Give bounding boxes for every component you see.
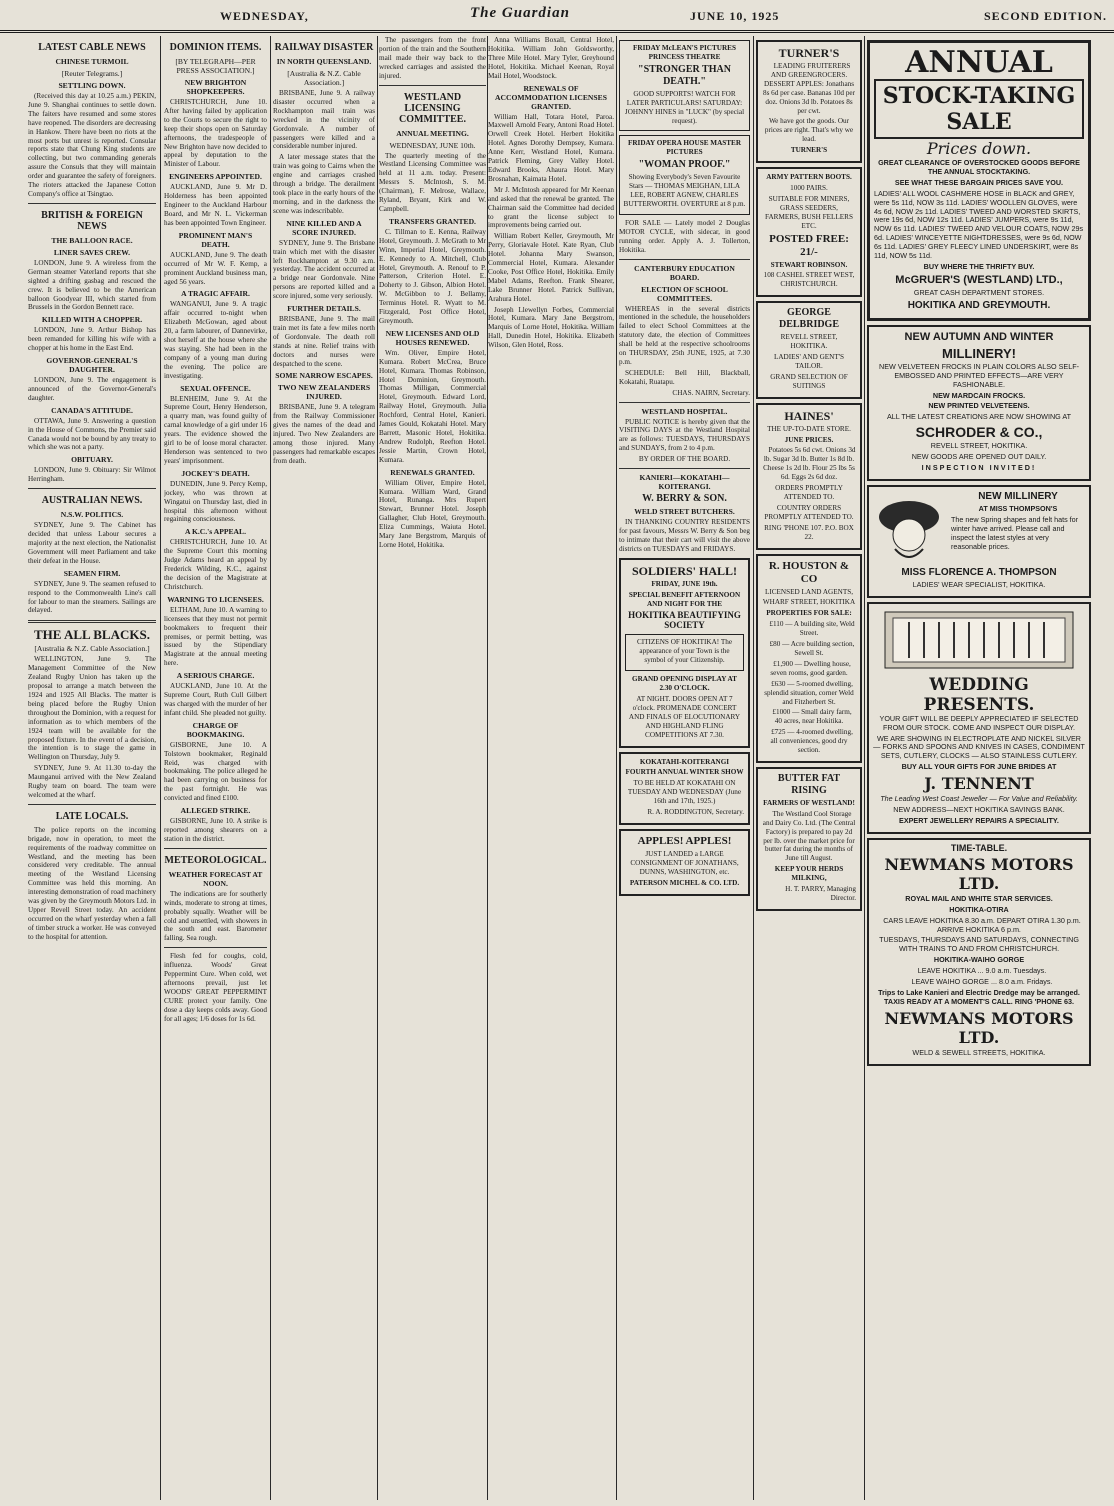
- article-text: Wm. Oliver, Empire Hotel, Kumara. Robert McCrea, Bruce Hotel, Kumara. Thomas Robinson, Hotel Dominion, Greymouth. Thomas Milligan, Commercial Hotel, Greymouth. Edward Lord, Railway Hotel, Greymouth. Julia Rochford, Central Hotel, Kanieri. James Gould, Kokatahi Hotel. Mary Barrett, Masonic Hotel, Hokitika. Andrew Rudolph, Reefton Hotel. Jessie Martin, Crown Hotel, Kumara.: [379, 348, 486, 464]
- heading-meteorological: METEOROLOGICAL.: [164, 854, 267, 866]
- credit: [BY TELEGRAPH—PER PRESS ASSOCIATION.]: [175, 57, 256, 75]
- ad-heading: GEORGE DELBRIDGE: [778, 307, 839, 331]
- subheading: RENEWALS GRANTED.: [390, 467, 475, 477]
- ad-text: CITIZENS OF HOKITIKA! The appearance of your Town is the symbol of your Citizenship.: [636, 638, 733, 665]
- article-text: The police reports on the incoming brigade, now in operation, to meet the requirements of the roadway committee on Westland, and the meeting has been considered very creditable. The annual meeting of the Westland Licensing Committee was held this morning. An interesting demonstration of road machinery was given by the Greymouth Motors Ltd. in Upper Revell Street today. An accident occurred on the wharf yesterday when a fall of timber struck a worker. He was conveyed to the hospital for attention.: [28, 825, 156, 941]
- ad-heading: KOKATAHI-KOITERANGI: [639, 757, 730, 766]
- article-text: AUCKLAND, June 9. Mr D. Holderness has been appointed Engineer to the Auckland Harbour Board, and Mr N. L. Vickerman has been appointed Town Engineer.: [164, 183, 267, 227]
- subheading: NEW LICENSES AND OLD HOUSES RENEWED.: [385, 328, 480, 347]
- ad-address: 108 CASHEL STREET WEST, CHRISTCHURCH.: [763, 271, 855, 289]
- ad-price: POSTED FREE: 21/-: [769, 232, 849, 258]
- header-edition: SECOND EDITION.: [984, 9, 1108, 23]
- subheading: LINER SAVES CREW.: [53, 247, 131, 257]
- subheading: WEATHER FORECAST AT NOON.: [168, 869, 263, 888]
- ad-heading: AT MISS THOMPSON'S: [978, 503, 1058, 513]
- ad-text: PROPERTIES FOR SALE:: [766, 609, 852, 618]
- subheading: JOCKEY'S DEATH.: [181, 468, 250, 478]
- subheading: TRANSFERS GRANTED.: [389, 216, 476, 226]
- subheading: CHARGE OF BOOKMAKING.: [186, 720, 245, 739]
- article-text: SYDNEY, June 9. The Cabinet has decided that unless Labour secures a majority at the next election, the Nationalist Government will meet Parliament and take their defeat in the House.: [28, 521, 156, 565]
- ad-text: GREAT CASH DEPARTMENT STORES.: [913, 287, 1045, 297]
- ad-address: WELD & SEWELL STREETS, HOKITIKA.: [912, 1047, 1046, 1057]
- ad-company: STEWART ROBINSON.: [770, 260, 848, 269]
- ad-price-list: Potatoes 5s 6d cwt. Onions 3d lb. Sugar 3d lb. Butter 1s 8d lb. Cheese 1s 2d lb. Flour 25 lbs 5s 6d. Eggs 2s 6d doz.: [763, 446, 856, 482]
- ad-wedding-presents: [867, 602, 1091, 834]
- ad-text: We have got the goods. Our prices are right. That's why we lead.: [764, 117, 854, 144]
- subheading: ENGINEERS APPOINTED.: [169, 172, 262, 182]
- subheading: SETTLING DOWN.: [58, 81, 126, 90]
- column-licensing: [379, 36, 486, 1500]
- ad-route: HOKITIKA-OTIRA: [949, 904, 1009, 914]
- ad-text: ORDERS PROMPTLY ATTENDED TO.: [775, 484, 843, 501]
- ad-text: JUST LANDED a LARGE CONSIGNMENT OF JONATHANS, DUNNS, WASHINGTON, etc.: [630, 849, 739, 876]
- lady-hat-illustration: [873, 493, 945, 565]
- ad-text: IN THANKING COUNTRY RESIDENTS for past favours, Messrs W. Berry & Son beg to intimate that their cart will visit the above districts on TUESDAYS and FRIDAYS.: [619, 518, 750, 553]
- article-text: (Received this day at 10.25 a.m.) PEKIN, June 9. Shanghai continues to settle down. The faiters have resumed and some stores have reopened. The disorders are decreasing in Hankow. There have been no riots at the most ports but unrest is reported. Consular reports state that Chung King students are collecting, but two commanding generals assure the Consuls that they will maintain order and guarantee the safety of foreigners. The rioters attacked the Japanese Cotton Company's office at Tsingtao.: [28, 92, 156, 198]
- ad-text: LICENSED LAND AGENTS,: [764, 587, 854, 596]
- ad-address: WHARF STREET, HOKITIKA: [762, 598, 856, 607]
- ad-text: Trips to Lake Kanieri and Electric Dredge may be arranged. TAXIS READY AT A MOMENT'S CALL. RING 'PHONE 63.: [878, 987, 1080, 1006]
- ad-text: SUITABLE FOR MINERS, GRASS SEEDERS, FARMERS, BUSH FELLERS ETC.: [765, 194, 853, 230]
- ad-soldiers-hall: [619, 558, 750, 748]
- ad-text: GRAND SELECTION OF SUITINGS: [770, 372, 848, 390]
- ad-title: KANIERI—KOKATAHI—KOITERANGI.: [639, 473, 730, 492]
- ad-heading: ARMY PATTERN BOOTS.: [766, 173, 852, 182]
- ad-heading: STOCK-TAKING SALE: [874, 79, 1084, 139]
- column-railway-disaster: [273, 36, 375, 1500]
- ad-text: COUNTRY ORDERS PROMPTLY ATTENDED TO.: [764, 503, 854, 521]
- ad-stocktaking-sale: [867, 40, 1091, 321]
- subheading: OBITUARY.: [71, 455, 113, 465]
- subheading: N.S.W. POLITICS.: [60, 510, 124, 520]
- ad-text: LADIES' AND GENT'S TAILOR.: [773, 353, 845, 370]
- article-text: LONDON, June 9. A wireless from the German steamer Vaterland reports that she sighted a drifting gasbag and rescued the crew. It is believed to be the American balloon Goodyear III, which started from Brussels in the Gordon Bennett race.: [28, 258, 156, 312]
- ad-heading: FOURTH ANNUAL WINTER SHOW: [625, 768, 744, 777]
- ad-heading: NEW MILLINERY: [978, 490, 1058, 502]
- article-text: ELTHAM, June 10. A warning to licensees that they must not permit bookmakers to frequent their premises, or permit betting, was issued by the Stipendiary Magistrate at the annual meeting here.: [164, 605, 267, 668]
- ad-subheading: Prices down.: [926, 139, 1032, 158]
- ad-company: PATERSON MICHEL & CO. LTD.: [629, 878, 740, 887]
- column-dominion-items: [164, 36, 267, 1500]
- subheading: THE BALLOON RACE.: [51, 235, 133, 245]
- article-text: BRISBANE, June 9. A telegram from the Railway Commissioner gives the names of the dead and injured. Two New Zealanders are among those injured. Many passengers had remarkable escapes from death.: [273, 403, 375, 465]
- ad-title: WESTLAND HOSPITAL.: [641, 406, 728, 416]
- column-display-ads: [867, 36, 1091, 1500]
- ad-butter-fat: [756, 767, 862, 911]
- heading-railway-disaster: RAILWAY DISASTER: [274, 42, 374, 53]
- ad-text: AT NIGHT. DOORS OPEN AT 7 o'clock. PROMENADE CONCERT AND FINALS OF ELOCUTIONARY AND HIGHLAND FLING COMPETITIONS AT 7.30.: [628, 694, 741, 739]
- ad-company: NEWMANS MOTORS LTD.: [884, 1008, 1074, 1047]
- property-listing: £725 — 4-roomed dwelling, all conveniences, good dry section.: [770, 728, 853, 755]
- column-cable-news: [28, 36, 156, 1500]
- notice-text: SCHEDULE: Bell Hill, Blackball, Kokatahi, Ruatapu.: [619, 368, 750, 386]
- ad-heading: BUTTER FAT RISING: [777, 772, 841, 796]
- article-text: William Oliver, Empire Hotel, Kumara. William Ward, Grand Hotel, Runanga. Mrs Rupert Stewart, Brunner Hotel. Joseph Gallagher, Club Hotel, Greymouth. Eliza Cummings, Waiuta Hotel. Mary Jane Bergstrom, Marquis of Lorne Hotel, Hokitika.: [379, 478, 486, 549]
- ad-heading: R. HOUSTON & CO: [768, 559, 850, 585]
- ad-text: THE UP-TO-DATE STORE.: [767, 424, 851, 433]
- ad-text: GREAT CLEARANCE OF OVERSTOCKED GOODS BEFORE THE ANNUAL STOCKTAKING.: [878, 158, 1080, 176]
- heading-late-locals: LATE LOCALS.: [55, 810, 129, 822]
- article-text: William Hall, Totara Hotel, Paroa. Maxwell Arnold Feary, Antoni Road Hotel. Orwell Creek Hotel. Herbert Hokitika Hotel. Agnes Dorothy Dempsey, Kumara. Anne Kerr, Westland Hotel, Kumara. Patrick Fleming, Grey Valley Hotel. Edward Brooks, Ahaura Hotel. Mary Brosnahan, Kaimata Hotel.: [488, 112, 614, 183]
- article-text: GISBORNE, June 10. A strike is reported among shearers on a station in the district.: [164, 817, 267, 843]
- heading-australian-news: AUSTRALIAN NEWS.: [41, 495, 143, 507]
- subheading: TWO NEW ZEALANDERS INJURED.: [277, 383, 371, 402]
- article-text: WELLINGTON, June 9. The Management Committee of the New Zealand Rugby Union has taken up the proposal to arrange a match between the 1924 and 1925 All Blacks. The matter is being placed before the Rugby Union throughout the Dominion, with a request for information as to which members of the 1924 team will be available for the proposed fixture. In the event of a decision, the intention is to stage the game in Wellington on Thursday, July 9.: [28, 655, 156, 762]
- ad-company: McGRUER'S (WESTLAND) LTD.,: [895, 273, 1063, 286]
- article-text: Mr J. McIntosh appeared for Mr Keenan and asked that the renewal be granted. The Chairman said the Committee had decided to grant the license subject to improvements being carried out.: [488, 185, 614, 230]
- article-text: DUNEDIN, June 9. Percy Kemp, jockey, who was thrown at Wingatui on Thursday last, died in hospital this afternoon without regaining consciousness.: [164, 479, 267, 524]
- cutlery-set-illustration: [879, 608, 1079, 672]
- article-text: WANGANUI, June 9. A tragic affair occurred to-night when Elizabeth McGowan, aged about 20, a farm labourer, of Dannevirke, shot herself at the house where she was staying. She had been in the company of a young man during the evening. The police are investigating.: [164, 300, 267, 380]
- article-text: BLENHEIM, June 9. At the Supreme Court, Henry Henderson, a quarry man, was found guilty of carnal knowledge of a girl under 16 years. The evidence showed the girl to be of loose moral character. Henderson was sentenced to two years' imprisonment.: [164, 394, 267, 465]
- ad-subtitle: ELECTION OF SCHOOL COMMITTEES.: [641, 284, 728, 303]
- ad-text: The new Spring shapes and felt hats for winter have arrived. Please call and inspect the latest styles at very reasonable prices.: [951, 514, 1079, 551]
- article-text: LONDON, June 9. The engagement is announced of the Governor-General's daughter.: [28, 376, 156, 402]
- ad-text: KEEP YOUR HERDS MILKING,: [774, 865, 844, 883]
- subheading: GOVERNOR-GENERAL'S DAUGHTER.: [46, 356, 138, 375]
- ad-text: INSPECTION INVITED!: [921, 463, 1037, 473]
- page-header: [0, 0, 1114, 33]
- ad-address: HOKITIKA AND GREYMOUTH.: [907, 299, 1051, 311]
- ad-text: BUY ALL YOUR GIFTS FOR JUNE BRIDES AT: [901, 762, 1057, 772]
- ad-address: REVELL STREET, HOKITIKA.: [780, 333, 838, 351]
- article-text: The passengers from the front portion of the train and the Southern mail made their way back to the wrecked carriages and assisted the injured.: [379, 36, 486, 80]
- ad-text: WE ARE SHOWING IN ELECTROPLATE AND NICKEL SILVER — FORKS AND SPOONS AND KNIVES IN CASES, CONDIMENT SETS, CUTLERY, CLOCKS — ALSO STAINLESS CUTLERY.: [873, 733, 1085, 761]
- article-text: The quarterly meeting of the Westland Licensing Committee was held at 11 a.m. today. Present: Messrs S. McIntosh, S. M. (Chairman), F. Melrose, Wallace, Ryland, Bryant, Kirk and W. Campbell.: [379, 151, 486, 213]
- ad-text: SEE WHAT THESE BARGAIN PRICES SAVE YOU.: [894, 177, 1064, 187]
- credit: [Australia & N.Z. Cable Association.]: [34, 644, 150, 654]
- ad-text: BUY WHERE THE THRIFTY BUY.: [923, 261, 1035, 271]
- classified-text: FOR SALE — Lately model 2 Douglas MOTOR CYCLE, with sidecar, in good running order. Apply A. J. Tollerton, Hokitika.: [619, 218, 750, 254]
- advert-text: Flesh fed for coughs, cold, influenza. Woods' Great Peppermint Cure. When cold, wet afternoons prevail, just let WOODS' GREAT PEPPERMINT CURE protect your family. One dose a day keeps colds away. Good for all ages; 1/6 doses for 1s 6d.: [164, 952, 267, 1023]
- article-text: A later message states that the train was going to Cairns when the engine and carriages crashed through a bridge. The derailment took place in the early hours of the morning, and in the darkness the scene was indescribable.: [273, 153, 375, 215]
- ad-company: J. TENNENT: [924, 774, 1034, 794]
- subheading: SEAMEN FIRM.: [63, 568, 121, 578]
- notice-signature: CHAS. NAIRN, Secretary.: [672, 388, 750, 397]
- article-text: CHRISTCHURCH, June 10. At the Supreme Court this morning Judge Adams heard an appeal by Frederick Wilding, K.C., against the decision of the Magistrate at Christchurch.: [164, 538, 267, 591]
- article-text: AUCKLAND, June 10. At the Supreme Court, Ruth Cull Gilbert was charged with the murder of her infant child. She pleaded not guilty.: [164, 682, 267, 717]
- column-licensing-cont: [488, 36, 614, 1500]
- ad-houston: [756, 554, 862, 763]
- subheading: CANADA'S ATTITUDE.: [51, 405, 133, 415]
- ad-millinery-schroder: [867, 325, 1091, 481]
- ad-company: SCHRODER & CO.,: [915, 424, 1043, 441]
- column-shop-ads: [756, 36, 862, 1500]
- ad-text: TUESDAYS, THURSDAYS AND SATURDAYS, CONNECTING WITH TRAINS TO AND FROM CHRISTCHURCH.: [879, 935, 1079, 954]
- column-advertisements: [619, 36, 750, 1500]
- ad-date: FRIDAY, JUNE 19th.: [651, 579, 718, 588]
- ad-company: NEWMANS MOTORS LTD.: [884, 854, 1074, 893]
- ad-heading: FARMERS OF WESTLAND!: [763, 798, 855, 807]
- property-listing: £1,900 — Dwelling house, seven rooms, good garden.: [770, 659, 851, 677]
- ad-heading: SOLDIERS' HALL!: [631, 563, 738, 578]
- ad-title: CANTERBURY EDUCATION BOARD.: [634, 263, 735, 282]
- ad-subtitle: WELD STREET BUTCHERS.: [634, 507, 735, 517]
- ad-text: GRAND OPENING DISPLAY AT 2.30 O'CLOCK.: [632, 675, 737, 693]
- ad-feature: "WOMAN PROOF.": [638, 159, 731, 171]
- ad-heading: APPLES! APPLES!: [637, 834, 732, 847]
- ad-title: FRIDAY McLEAN'S PICTURES PRINCESS THEATRE: [633, 44, 736, 61]
- article-text: CHRISTCHURCH, June 10. After having failed by application to the Courts to secure the right to keep their shops open on Saturday afternoons, the tradespeople of New Brighton have now decided to appeal by deputation to the Minister of Labour.: [164, 98, 267, 169]
- article-text: BRISBANE, June 9. A railway disaster occurred when a Rockhampton mail train was wrecked in the vicinity of Gordonvale. A number of passengers were killed and a considerable number injured.: [273, 89, 375, 151]
- subheading: A K.C.'s APPEAL.: [185, 527, 246, 537]
- heading-latest-cable-news: LATEST CABLE NEWS: [38, 42, 146, 53]
- property-listing: £80 — Acre building section, Sewell St.: [769, 640, 855, 657]
- ad-signature: R. A. RODDINGTON, Secretary.: [647, 808, 744, 817]
- ad-timetable: LEAVE WAIHO GORGE ... 8.0 a.m. Fridays.: [911, 977, 1053, 987]
- heading-all-blacks: THE ALL BLACKS.: [34, 627, 150, 643]
- subheading: SOME NARROW ESCAPES.: [275, 371, 373, 381]
- ad-winter-show: [619, 752, 750, 825]
- ad-text: TO BE HELD AT KOKATAHI ON TUESDAY AND WEDNESDAY (June 16th and 17th, 1925.): [627, 779, 742, 806]
- subheading: KILLED WITH A CHOPPER.: [41, 315, 143, 325]
- article-text: SYDNEY, June 9. The seamen refused to respond to the Commonwealth Line's call for labour to man the steamers. Sailings are delayed.: [28, 579, 156, 615]
- ad-mcleans-pictures: [619, 40, 750, 131]
- ad-delbridge: [756, 301, 862, 398]
- ad-miss-thompson: [867, 485, 1091, 598]
- ad-heading: WEDDING PRESENTS.: [923, 674, 1035, 715]
- ad-price-list: LADIES' ALL WOOL CASHMERE HOSE in BLACK and GREY, were 5s 11d, NOW 3s 11d. LADIES' WOOLLEN GLOVES, were 4s 6d, NOW 2s 11d. LADIES' TWEED AND WORSTED SKIRTS, were 19s 6d, NOW 12s 11d. LADIES' JUMPERS, were 9s 11d, NOW 6s 11d. LADIES' TWEED AND VELOUR COATS, NOW 29s 6d. LADIES' WINCEYETTE NIGHTDRESSES, were 9s 6d, NOW 6s 11d. LADIES' GREY FLEECY LINED UNDERSKIRT, were 8s 11d, NOW 5s 11d.: [874, 188, 1084, 261]
- subheading: WARNING TO LICENSEES.: [167, 594, 264, 604]
- article-text: BRISBANE, June 9. The mail train met its fate a few miles north of Gordonvale. The death roll stands at nine. Relief trains with doctors and nurses were despatched to the scene.: [273, 315, 375, 368]
- ad-heading: W. BERRY & SON.: [642, 493, 727, 505]
- ad-heading: NEW AUTUMN AND WINTER: [904, 330, 1054, 343]
- subheading: A TRAGIC AFFAIR.: [181, 289, 250, 299]
- ad-text: NEW VELVETEEN FROCKS IN PLAIN COLORS ALSO SELF-EMBOSSED AND PRINTED EFFECTS—ARE VERY FASHIONABLE.: [879, 361, 1079, 389]
- subheading: ANNUAL MEETING.: [396, 128, 469, 138]
- property-listing: £110 — A building site, Weld Street.: [769, 620, 855, 638]
- subheading: ALLEGED STRIKE.: [180, 806, 251, 816]
- article-text: Joseph Llewellyn Forbes, Commercial Hotel, Kumara. Mary Jane Bergstrom, Marquis of Lorne Hotel, Hokitika. William Hall, Dunedin Hotel, Hokitika. Elizabeth Wilson, Glen Hotel, Ross.: [488, 305, 614, 350]
- notice-text: PUBLIC NOTICE is hereby given that the VISITING DAYS at the Westland Hospital are as follows: TUESDAYS, THURSDAYS and SUNDAYS, from 2 to 4 p.m.: [619, 417, 750, 453]
- ad-text: YOUR GIFT WILL BE DEEPLY APPRECIATED IF SELECTED FROM OUR STOCK. COME AND INSPECT OUR DISPLAY.: [879, 713, 1079, 732]
- ad-heading: TIME-TABLE.: [950, 842, 1008, 853]
- ad-heading: TURNER'S: [778, 46, 840, 60]
- ad-timetable: LEAVE HOKITIKA ... 9.0 a.m. Tuesdays.: [917, 966, 1047, 976]
- ad-timetable: CARS LEAVE HOKITIKA 8.30 a.m. DEPART OTIRA 1.30 p.m. ARRIVE HOKITIKA 6 p.m.: [883, 915, 1081, 934]
- ad-text: NEW PRINTED VELVETEENS.: [928, 401, 1030, 411]
- subheading: FURTHER DETAILS.: [287, 304, 361, 314]
- ad-signature: H. T. PARRY, Managing Director.: [785, 885, 856, 902]
- subheading: WEDNESDAY, JUNE 10th.: [389, 140, 476, 150]
- property-listing: £630 — 5-roomed dwelling, splendid situation, corner Weld and Fitzherbert St.: [764, 679, 854, 706]
- ad-heading: HOKITIKA BEAUTIFYING SOCIETY: [628, 610, 741, 631]
- ad-footer: TURNER'S: [790, 146, 828, 155]
- ad-text: ALL THE LATEST CREATIONS ARE NOW SHOWING AT: [887, 412, 1071, 422]
- article-text: GISBORNE, June 10. A Tolstown bookmaker, Reginald Reid, was charged with bookmaking. The police alleged he had been carrying on business for the past fortnight. He was convicted and fined £100.: [164, 740, 267, 803]
- ad-army-boots: [756, 167, 862, 297]
- heading-westland-licensing: WESTLAND LICENSING COMMITTEE.: [399, 91, 466, 125]
- ad-text: GOOD SUPPORTS! WATCH FOR LATER PARTICULARS! SATURDAY: JOHNNY HINES in "LUCK" (by special request).: [624, 89, 745, 125]
- article-text: Anna Williams Boxall, Central Hotel, Hokitika. William John Goldsworthy, Three Mile Hotel. Mary Tyler, Greyhound Hotel, Hokitika. Michael Keenan, Royal Mail Hotel, Woodstock.: [488, 36, 614, 80]
- ad-route: HOKITIKA-WAIHO GORGE: [933, 955, 1025, 965]
- heading-british-foreign: BRITISH & FOREIGN NEWS: [41, 209, 143, 232]
- notice-text: BY ORDER OF THE BOARD.: [638, 455, 731, 464]
- subheading: NINE KILLED AND A SCORE INJURED.: [286, 218, 362, 237]
- ad-address: REVELL STREET, HOKITIKA.: [930, 441, 1028, 451]
- ad-opera-house: [619, 135, 750, 214]
- credit: [Australia & N.Z. Cable Association.]: [287, 69, 361, 87]
- ad-text: The Leading West Coast Jeweller — For Value and Reliability.: [880, 794, 1078, 804]
- ad-text: SPECIAL BENEFIT AFTERNOON AND NIGHT FOR THE: [628, 590, 741, 608]
- ad-heading: HAINES': [784, 408, 834, 423]
- ad-haines: [756, 403, 862, 550]
- ad-text: The Westland Cool Storage and Dairy Co. Ltd. (The Central Factory) is prepared to pay 2d per lb. over the market price for butter fat during the months of June till August.: [762, 809, 856, 863]
- article-text: SYDNEY, June 9. At 11.30 to-day the Maunganui arrived with the New Zealand Rugby team on board. The team were welcomed at the wharf.: [28, 764, 156, 799]
- header-date: JUNE 10, 1925: [690, 9, 780, 23]
- ad-text: LADIES' WEAR SPECIALIST, HOKITIKA.: [912, 579, 1046, 589]
- article-text: William Robert Keller, Greymouth, Mr Perry, Gloriavale Hotel. Kate Ryan, Club Hotel. Johanna Mary Swanson, Commercial Hotel, Kumara. Alexander Cooke, Post Office Hotel, Hokitika. Emily Mabel Adams, Reefton. Frank Shearer, Lake Brunner Hotel. Patrick Sullivan, Arahura Hotel.: [488, 232, 614, 303]
- ad-contact: RING 'PHONE 107. P.O. BOX 22.: [764, 523, 854, 541]
- notice-text: WHEREAS in the several districts mentioned in the schedule, the householders failed to elect School Committees at the statutory date, the election of Committees shall be held at the respective schoolrooms on THURSDAY, 25th JUNE, 1925, at 7.30 p.m.: [619, 304, 750, 366]
- ad-text: Showing Everybody's Seven Favourite Stars — THOMAS MEIGHAN, LILA LEE, ROBERT AGNEW, CHARLES BUTTERWORTH. OVERTURE at 8 p.m.: [623, 173, 746, 208]
- article-text: C. Tillman to E. Kenna, Railway Hotel, Greymouth. J. McGrath to Mr Winn, Imperial Hotel, Greymouth. E. Kennedy to A. Mitchell, Club Hotel, Greymouth. A. Renouf to P. Patterson, Criterion Hotel. E. Doherty to J. Gibson, Albion Hotel. W. McGibbon to J. Bellamy, Terminus Hotel. R. Wyatt to M. Fitzgerald, Post Office Hotel, Greymouth.: [379, 227, 486, 325]
- article-text: AUCKLAND, June 9. The death occurred of Mr W. F. Kemp, a prominent Auckland business man, aged 56 years.: [164, 250, 267, 286]
- ad-company: MISS FLORENCE A. THOMPSON: [901, 566, 1057, 578]
- heading-dominion-items: DOMINION ITEMS.: [169, 42, 262, 53]
- subheading: A SERIOUS CHARGE.: [176, 671, 255, 681]
- article-text: SYDNEY, June 9. The Brisbane train which met with the disaster left Rockhampton at 9.30 a.m. yesterday. The accident occurred at a bridge near Gordonvale. Nine persons are reported killed and a score injured, some very seriously.: [273, 238, 375, 301]
- header-day: WEDNESDAY,: [220, 9, 309, 23]
- ad-text: JUNE PRICES.: [784, 435, 834, 444]
- subheading: IN NORTH QUEENSLAND.: [276, 57, 372, 66]
- property-listing: £1000 — Small dairy farm, 40 acres, near Hokitika.: [772, 708, 852, 726]
- ad-text: EXPERT JEWELLERY REPAIRS A SPECIALITY.: [899, 816, 1059, 825]
- ad-newmans-timetable: [867, 838, 1091, 1066]
- ad-turners: [756, 40, 862, 163]
- subheading: NEW BRIGHTON SHOPKEEPERS.: [184, 78, 247, 96]
- article-text: LONDON, June 9. Obituary: Sir Wilmot Herringham.: [28, 466, 156, 484]
- ad-title: FRIDAY OPERA HOUSE MASTER PICTURES: [627, 139, 742, 157]
- ad-address: NEW ADDRESS—NEXT HOKITIKA SAVINGS BANK.: [893, 805, 1065, 815]
- ad-text: LEADING FRUITERERS AND GREENGROCERS. DESSERT APPLES: Jonathans 8s 6d per case. Bananas 10d per doz. Onions 3d lb. Potatoes 8s per cwt.: [762, 62, 855, 115]
- ad-heading: ANNUAL: [905, 45, 1053, 80]
- ad-text: 1000 PAIRS.: [790, 183, 828, 192]
- article-text: The indications are for southerly winds, moderate to strong at times, probably squally. Weather will be cold and unsettled, with showers in the south and east. Barometer falling. Sea rough.: [164, 889, 267, 943]
- subheading: SEXUAL OFFENCE.: [180, 383, 251, 393]
- subheading: CHINESE TURMOIL: [55, 57, 129, 66]
- ad-text: NEW MARDCAIN FROCKS.: [932, 390, 1026, 400]
- article-text: OTTAWA, June 9. Answering a question in the House of Commons, the Premier said Canada would not be bound by any treaty to which she was not a party.: [28, 416, 156, 452]
- ad-text: ROYAL MAIL AND WHITE STAR SERVICES.: [905, 893, 1053, 903]
- article-text: LONDON, June 9. Arthur Bishop has been remanded for killing his wife with a chopper at his home in the East End.: [28, 326, 156, 353]
- ad-heading: MILLINERY!: [942, 345, 1016, 361]
- credit: [Reuter Telegrams.]: [61, 69, 123, 78]
- ad-apples: [619, 829, 750, 896]
- ad-text: NEW GOODS ARE OPENED OUT DAILY.: [911, 452, 1047, 462]
- masthead: The Guardian: [470, 5, 570, 21]
- subheading: PROMINENT MAN'S DEATH.: [178, 230, 253, 249]
- ad-feature: "STRONGER THAN DEATH.": [638, 63, 731, 87]
- subheading: RENEWALS OF ACCOMMODATION LICENSES GRANTED.: [495, 83, 607, 111]
